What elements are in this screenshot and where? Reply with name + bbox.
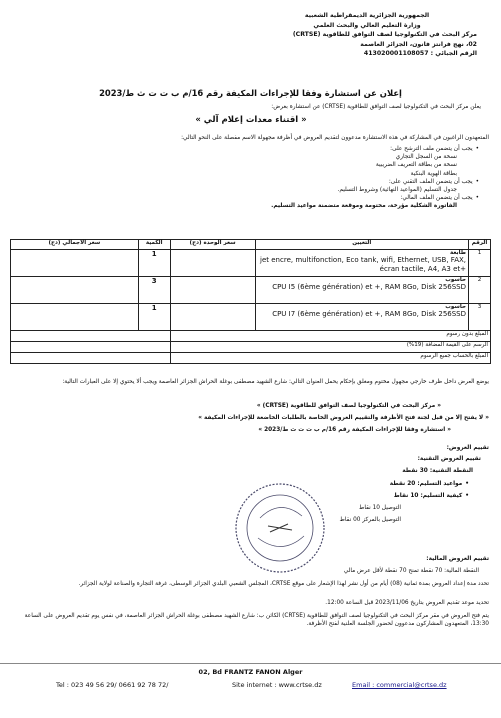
header-line-5: الرقم الجبائي : 413020001108057 [363,50,477,58]
row-unit-price [170,250,255,277]
row-quantity: 1 [138,250,170,277]
col-header-designation: التعيين [255,240,469,250]
summary-label-ht: المبلغ بدون رسوم [170,331,490,342]
technical-item-1: جدول التسليم (المواعيد النهائية) وشروط التسليم. [337,187,457,194]
announcement-title: إعلان عن استشارة وفقا للإجراءات المكيفة رقم 16/م ب ت ت ث ط/2023 [99,88,402,98]
col-header-number: الرقم [469,240,491,250]
table-row [11,250,491,277]
evaluation-heading: تقييم العروض: [446,445,489,451]
footer-email[interactable]: Email : commercial@crtse.dz [352,681,447,689]
row-quantity: 3 [138,277,170,304]
technical-evaluation-heading: تقييم العروض التقنية: [417,456,481,462]
item-name: حاسوب [445,277,467,283]
financial-file-heading: • يجب أن يتضمن الملف المالي: [39,194,479,202]
technical-file-heading: • يجب أن يتضمن الملف التقني على: [39,178,479,186]
footer-divider [0,663,501,664]
header-line-4: 02، نهج فرانتز فانون، الجزائر العاصمة [360,40,477,48]
row-number: 2 [469,277,491,304]
row-unit-price [170,277,255,304]
application-item-3: بطاقة الهوية البنكية [410,170,457,177]
financial-score: النقطة المالية: 70 نقطة تمنح 70 نقطة لأقل عرض مالي [343,568,479,574]
row-designation [255,250,469,277]
submission-deadline: تحديد موعد تقديم العروض بتاريخ 2023/11/06 قبل الساعة 12:00. [325,600,489,606]
row-designation [255,304,469,331]
row-total-price [11,304,139,331]
intro-text: يعلن مركز البحث في التكنولوجيا لصف التوافق للطاقوية (CRTSE) عن استشارة بغرض: [271,104,481,110]
footer-tel: Tel : 023 49 56 29/ 0661 92 78 72/ [56,681,169,689]
item-name: حاسوب [445,304,467,310]
envelope-line-2: « لا يفتح إلا من قبل لجنة فتح الأظرفة والتقييم العروض الخاصة بالطلبات الخاضعة للإجراءات المكيفة » [198,415,489,421]
header-line-3: مركز البحث في التكنولوجيا لصف التوافق للطاقوية (CRTSE) [292,31,477,39]
col-header-total-price: سعر الاجمالي (دج) [11,240,139,250]
delivery-sub-item-2: التوصيل بالمركز 00 نقاط [339,517,401,523]
summary-row [11,353,491,364]
summary-value-vat [11,342,171,353]
consultation-object: « اقتناء معدات إعلام آلي » [195,115,307,125]
envelope-line-1: « مركز البحث في التكنولوجيا لصف التوافق للطاقوية (CRTSE) » [256,403,441,409]
delivery-sub-item-1: التوصيل 10 نقاط [359,505,401,511]
envelope-line-3: « استشارة وفقا للإجراءات المكيفة رقم 16/م ب ت ت ث ط/2023 » [258,427,451,433]
row-designation [255,277,469,304]
summary-label-vat: الرسم على القيمة المضافة (19%) [170,342,490,353]
summary-value-ht [11,331,171,342]
invitation-text: المتعهدون الراغبون في المشاركة في هذه الاستشارة مدعوون لتقديم العروض في أظرفة مجهولة الاسم مفصلة على النحو التالي: [181,135,489,141]
table-row [11,277,491,304]
row-total-price [11,277,139,304]
row-total-price [11,250,139,277]
item-description: CPU I5 (6ème génération) et +, RAM 8Go, Disk 256SSD [272,283,467,291]
technical-item-deadlines: • مواعيد التسليم: 20 نقطة [269,480,469,488]
item-description: jet encre, multifonction, Eco tank, wifi, Ethernet, USB, FAX, écran tactile, A4, A3 et+ [260,256,467,273]
summary-row [11,342,491,353]
financial-item-1: الفاتورة الشكلية مؤرخة، مختومة وموقعة متضمنة مواعيد التسليم. [271,203,457,210]
col-header-unit-price: سعر الوحدة (دج) [170,240,255,250]
header-line-2: وزارة التعليم العالي والبحث العلمي [313,21,421,29]
financial-evaluation-heading: تقييم العروض المالية: [426,556,489,562]
row-quantity: 1 [138,304,170,331]
application-file-heading: • يجب أن يتضمن ملف الترشح على: [39,145,479,153]
application-item-1: نسخة من السجل التجاري [395,154,457,161]
summary-row [11,331,491,342]
header-line-1: الجمهورية الجزائرية الديمقراطية الشعبية [304,12,430,19]
summary-label-ttc: المبلغ بالحساب جميع الرسوم [170,353,490,364]
item-description: CPU I7 (6ème génération) et +, RAM 8Go, Disk 256SSD [272,310,467,318]
col-header-quantity: الكمية [138,240,170,250]
letterhead [177,11,477,59]
row-unit-price [170,304,255,331]
summary-value-ttc [11,353,171,364]
application-item-2: نسخة من بطاقة التعريف الضريبية [375,162,457,169]
table-row [11,304,491,331]
footer-site: Site internet : www.crtse.dz [232,681,322,689]
item-name: طابعة [449,250,467,256]
requirements-list [39,145,479,211]
footer-address: 02, Bd FRANTZ FANON Alger [198,668,303,676]
row-number: 3 [469,304,491,331]
preparation-period: تحدد مدة إعداد العروض بمدة ثمانية (08) أيام من أول نشر لهذا الإشعار على موقع CRTSE، المجلس الشعبي البلدي الجزائر الوسطى، غرفة التجارة والصناعة لولاية الجزائر. [78,581,489,587]
table-header-row [11,240,491,250]
deposit-instructions: يوضع العرض داخل ظرف خارجي مجهول مختوم ومغلق بإحكام يحمل العنوان التالي: شارع الشهيد مصطفى بوغلة الحراش الجزائر العاصمة ويجب ألا يحتوي إلا على العبارات التالية: [62,379,489,385]
technical-item-delivery: • كيفية التسليم: 10 نقاط [269,492,469,500]
opening-session: يتم فتح العروض في مقر مركز البحث في التكنولوجيا لصف التوافق للطاقوية (CRTSE) الكائن ب: شارع الشهيد مصطفى بوغلة الحراش الجزائر العاصمة، في نفس يوم تقديم العروض على الساعة 13:30، المتعهدون المشاركون مدعوون لحضور الجلسة العلنية لفتح الأظرفة. [24,613,489,628]
row-number: 1 [469,250,491,277]
technical-score: النقطة التقنية: 30 نقطة [402,468,473,474]
items-table [10,239,491,364]
